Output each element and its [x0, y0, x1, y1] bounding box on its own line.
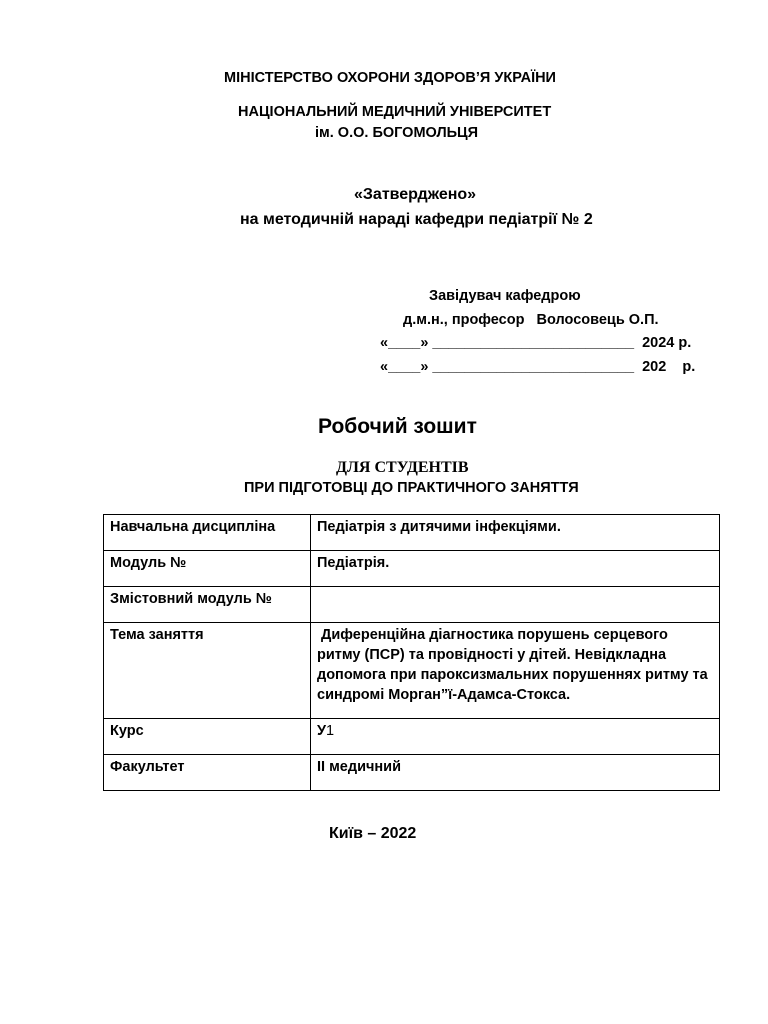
course-letter: У [317, 723, 327, 739]
document-subtitle-2: ПРИ ПІДГОТОВЦІ ДО ПРАКТИЧНОГО ЗАНЯТТЯ [244, 480, 579, 496]
approval-date-line: «____» _________________________ 202 р. [380, 359, 696, 375]
table-row [104, 755, 720, 791]
table-row [104, 719, 720, 755]
table-cell-value: Диференційна діагностика порушень серцевого ритму (ПСР) та провідності у дітей. Невідкладна допомога при пароксизмальних порушеннях ритму та синдромі Морган”ї-Адамса-Стокса. [311, 623, 720, 719]
table-cell-label: Змістовний модуль № [104, 587, 311, 623]
table-row [104, 587, 720, 623]
table-cell-value: Педіатрія. [311, 551, 720, 587]
table-cell-label: Модуль № [104, 551, 311, 587]
university-heading: НАЦІОНАЛЬНИЙ МЕДИЧНИЙ УНІВЕРСИТЕТ [238, 104, 552, 120]
table-cell-value: Педіатрія з дитячими інфекціями. [311, 515, 720, 551]
course-number: 1 [326, 723, 335, 739]
approval-date-line: «____» _________________________ 2024 р. [380, 335, 692, 351]
ministry-heading: МІНІСТЕРСТВО ОХОРОНИ ЗДОРОВ’Я УКРАЇНИ [224, 70, 556, 86]
table-cell-value: ІІ медичний [311, 755, 720, 791]
course-info-table [103, 514, 720, 791]
table-row [104, 515, 720, 551]
table-row [104, 551, 720, 587]
table-cell-label: Навчальна дисципліна [104, 515, 311, 551]
head-name: д.м.н., професор Волосовець О.П. [403, 312, 659, 328]
document-subtitle: ДЛЯ СТУДЕНТІВ [336, 459, 469, 476]
table-cell-label: Тема заняття [104, 623, 311, 719]
approval-meeting: на методичній нараді кафедри педіатрії № 2 [240, 211, 593, 228]
table-cell-label: Факультет [104, 755, 311, 791]
document-title: Робочий зошит [318, 415, 477, 438]
university-name: ім. О.О. БОГОМОЛЬЦЯ [315, 125, 479, 141]
city-year: Київ – 2022 [329, 825, 417, 842]
table-row [104, 623, 720, 719]
table-cell-value [311, 719, 720, 755]
table-cell-label: Курс [104, 719, 311, 755]
table-cell-value [311, 587, 720, 623]
head-title: Завідувач кафедрою [429, 288, 581, 304]
approved-label: «Затверджено» [354, 186, 477, 203]
